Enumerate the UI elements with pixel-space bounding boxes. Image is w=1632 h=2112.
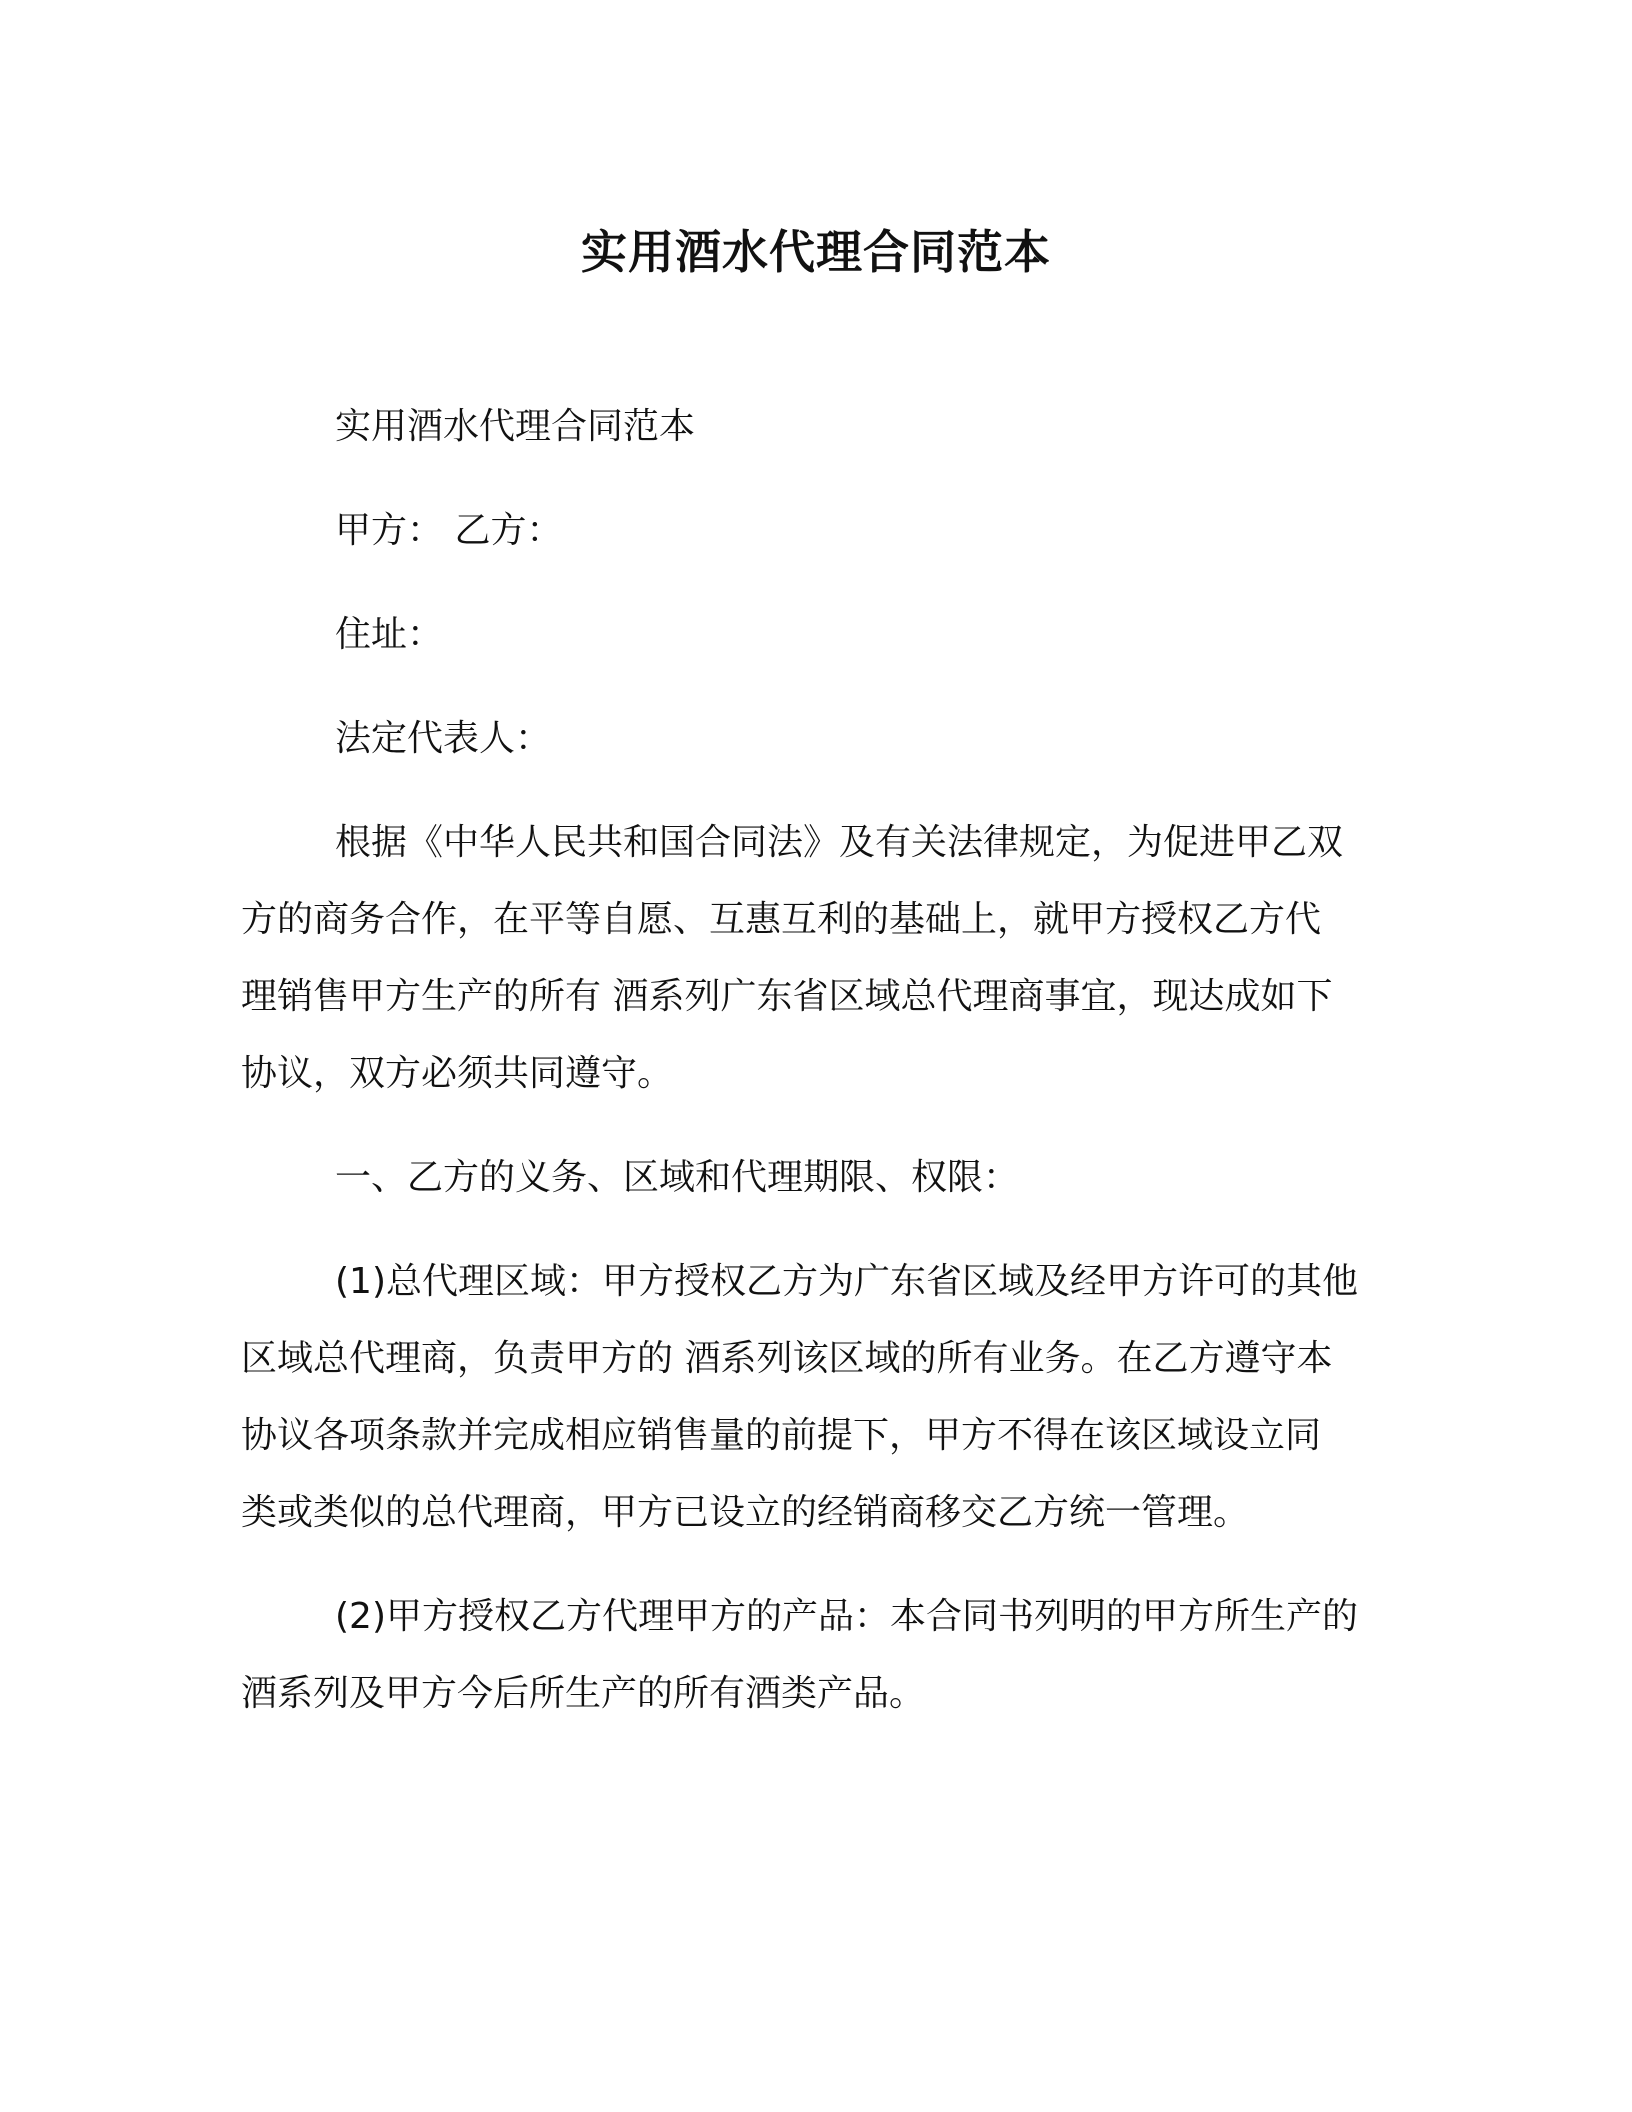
paragraph-subtitle <box>241 388 1391 465</box>
paragraph-line: 协议，双方必须共同遵守。 <box>241 1053 674 1094</box>
paragraph-line: 理销售甲方生产的所有 酒系列广东省区域总代理商事宜，现达成如下 <box>241 976 1333 1017</box>
paragraph-line: 根据《中华人民共和国合同法》及有关法律规定，为促进甲乙双 <box>335 822 1344 863</box>
document-body <box>241 388 1391 1759</box>
paragraph-address <box>241 596 1391 673</box>
paragraph-line: 协议各项条款并完成相应销售量的前提下，甲方不得在该区域设立同 <box>241 1415 1322 1456</box>
paragraph-line: 实用酒水代理合同范本 <box>335 406 696 447</box>
paragraph-line: 酒系列及甲方今后所生产的所有酒类产品。 <box>241 1673 926 1714</box>
paragraph-line: 住址： <box>335 614 444 655</box>
paragraph-line: 方的商务合作，在平等自愿、互惠互利的基础上，就甲方授权乙方代 <box>241 899 1322 940</box>
paragraph-parties <box>241 492 1391 569</box>
paragraph-line: (1)总代理区域：甲方授权乙方为广东省区域及经甲方许可的其他 <box>335 1261 1358 1302</box>
paragraph-preamble <box>241 804 1391 1112</box>
clause-2 <box>241 1578 1391 1732</box>
paragraph-line: 区域总代理商，负责甲方的 酒系列该区域的所有业务。在乙方遵守本 <box>241 1338 1333 1379</box>
paragraph-line: 类或类似的总代理商，甲方已设立的经销商移交乙方统一管理。 <box>241 1492 1250 1533</box>
paragraph-line: 法定代表人： <box>335 718 552 759</box>
section-heading <box>241 1139 1391 1216</box>
paragraph-line: 甲方： 乙方： <box>335 510 563 551</box>
paragraph-legal-representative <box>241 700 1391 777</box>
document-title: 实用酒水代理合同范本 <box>581 225 1051 279</box>
paragraph-line: 一、乙方的义务、区域和代理期限、权限： <box>335 1157 1020 1198</box>
clause-1 <box>241 1243 1391 1551</box>
paragraph-line: (2)甲方授权乙方代理甲方的产品：本合同书列明的甲方所生产的 <box>335 1596 1358 1637</box>
